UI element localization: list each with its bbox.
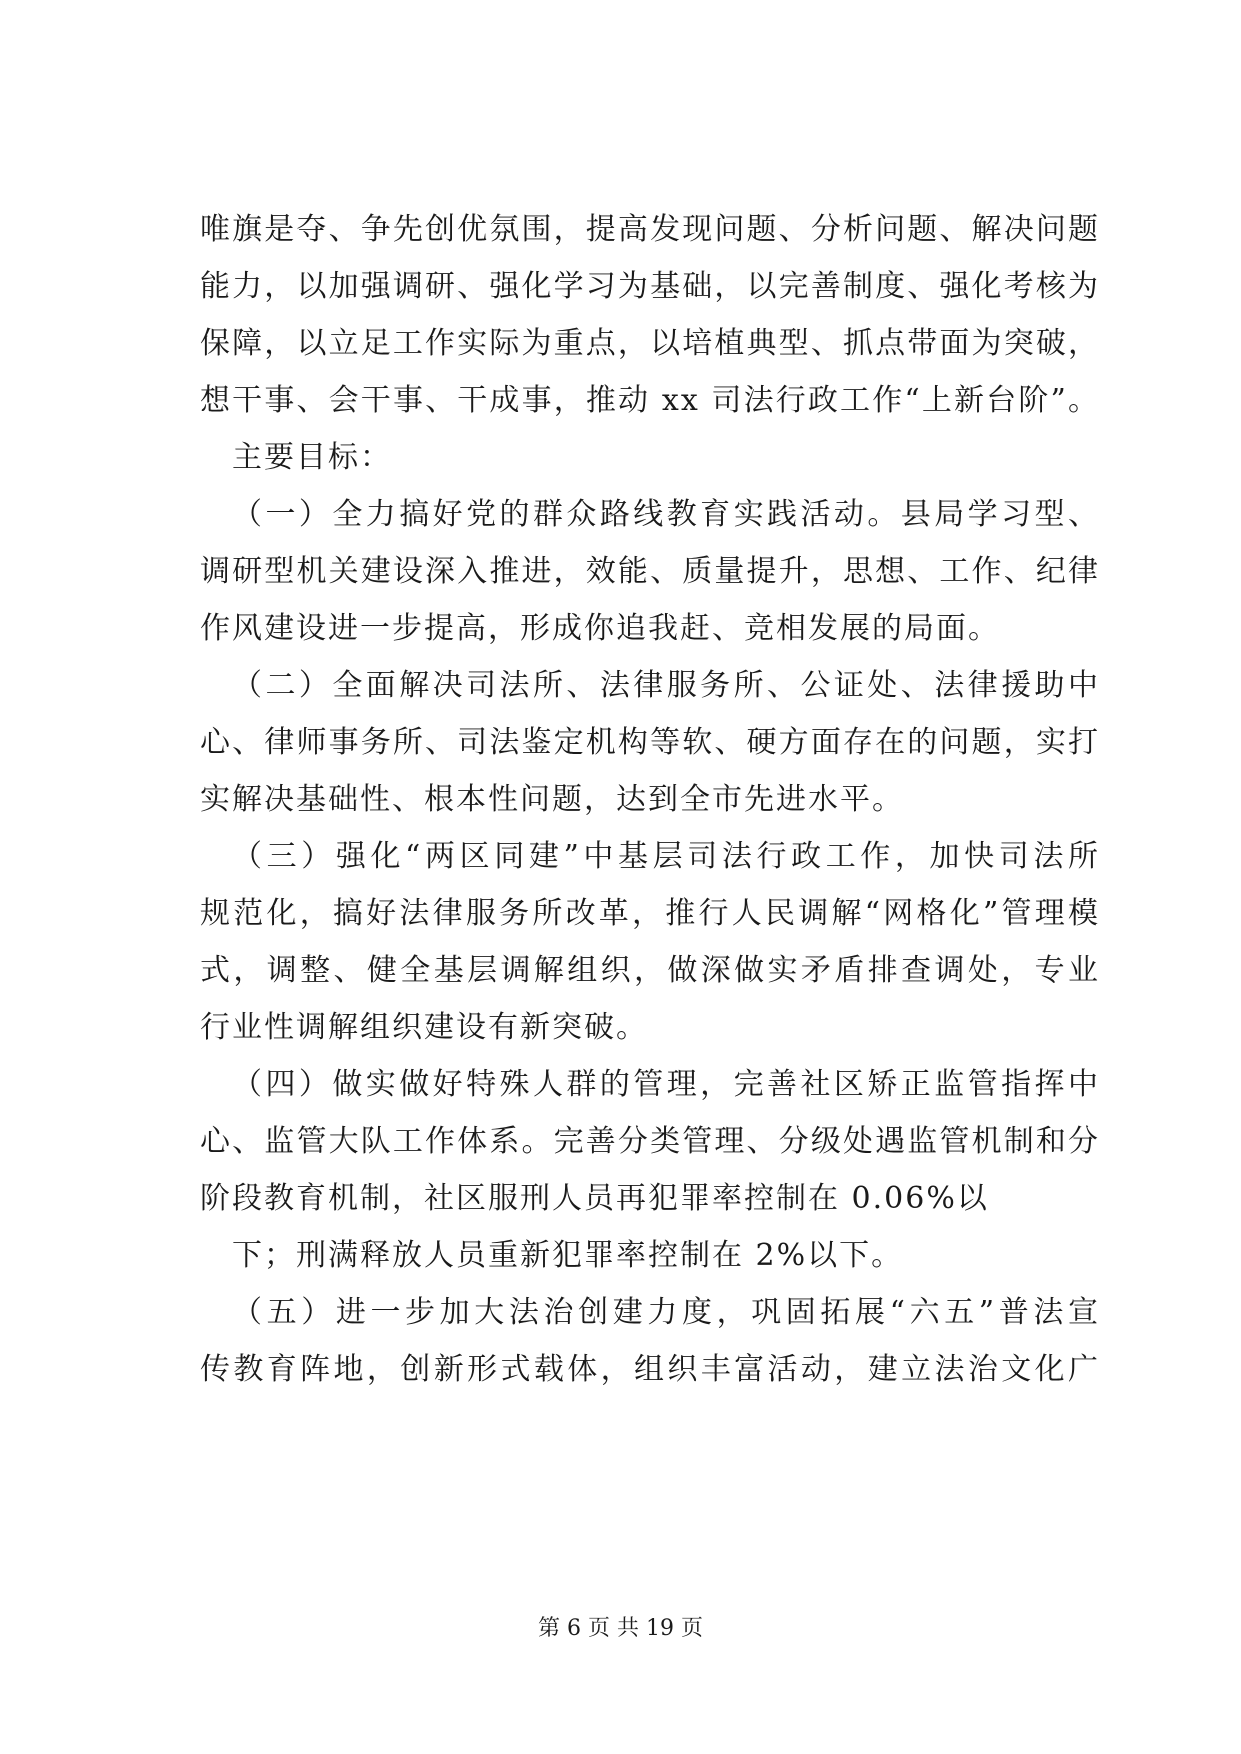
text-line: （三）强化“两区同建”中基层司法行政工作，加快司法所 bbox=[232, 839, 1100, 874]
text-line: 唯旗是夺、争先创优氛围，提高发现问题、分析问题、解决问题 bbox=[200, 212, 1100, 247]
section-heading: 主要目标： bbox=[232, 440, 392, 475]
text-line: 行业性调解组织建设有新突破。 bbox=[200, 1010, 648, 1045]
text-line: 下；刑满释放人员重新犯罪率控制在 2%以下。 bbox=[232, 1238, 904, 1273]
text-line: 能力，以加强调研、强化学习为基础，以完善制度、强化考核为 bbox=[200, 269, 1100, 304]
text-line: （一）全力搞好党的群众路线教育实践活动。县局学习型、 bbox=[232, 497, 1100, 532]
text-line: 式，调整、健全基层调解组织，做深做实矛盾排查调处，专业 bbox=[200, 953, 1100, 988]
text-line: 想干事、会干事、干成事，推动 xx 司法行政工作“上新台阶”。 bbox=[200, 383, 1100, 418]
text-line: 保障，以立足工作实际为重点，以培植典型、抓点带面为突破， bbox=[200, 326, 1100, 361]
text-line: 实解决基础性、根本性问题，达到全市先进水平。 bbox=[200, 782, 904, 817]
text-line: 心、监管大队工作体系。完善分类管理、分级处遇监管机制和分 bbox=[200, 1124, 1100, 1159]
text-line: 心、律师事务所、司法鉴定机构等软、硬方面存在的问题，实打 bbox=[200, 725, 1100, 760]
text-line: （四）做实做好特殊人群的管理，完善社区矫正监管指挥中 bbox=[232, 1067, 1100, 1102]
text-line: 作风建设进一步提高，形成你追我赶、竞相发展的局面。 bbox=[200, 611, 1000, 646]
page-number-footer: 第 6 页 共 19 页 bbox=[538, 1616, 703, 1641]
text-line: 规范化，搞好法律服务所改革，推行人民调解“网格化”管理模 bbox=[200, 896, 1100, 931]
text-line: 调研型机关建设深入推进，效能、质量提升，思想、工作、纪律 bbox=[200, 554, 1100, 589]
text-line: 阶段教育机制，社区服刑人员再犯罪率控制在 0.06%以 bbox=[200, 1181, 989, 1216]
text-line: 传教育阵地，创新形式载体，组织丰富活动，建立法治文化广 bbox=[200, 1352, 1100, 1387]
text-line: （二）全面解决司法所、法律服务所、公证处、法律援助中 bbox=[232, 668, 1100, 703]
text-line: （五）进一步加大法治创建力度，巩固拓展“六五”普法宣 bbox=[232, 1295, 1100, 1330]
